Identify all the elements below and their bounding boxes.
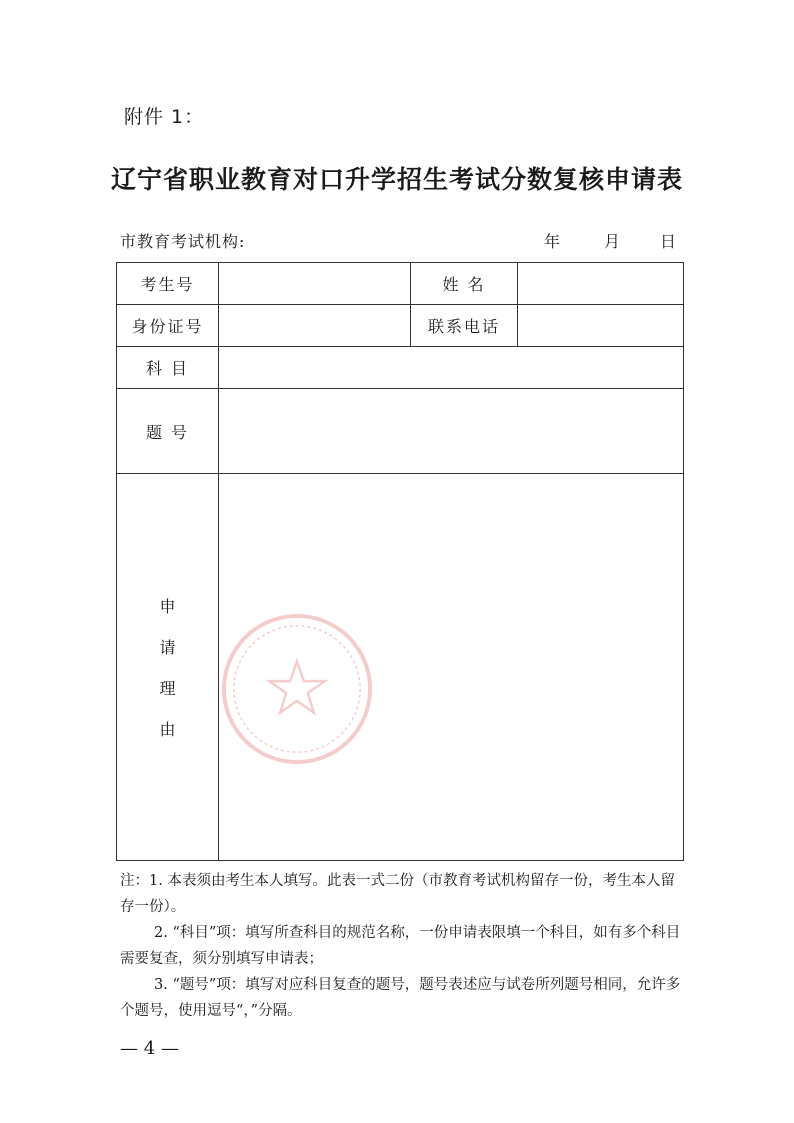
date-year: 年 — [544, 232, 561, 251]
date-day: 日 — [660, 232, 677, 251]
reason-char: 申 — [159, 597, 176, 616]
reason-label — [117, 474, 219, 861]
notes-section — [120, 868, 688, 1024]
exam-no-field[interactable] — [219, 263, 411, 305]
name-label: 姓 名 — [411, 263, 518, 305]
application-form-table — [116, 262, 684, 861]
page-number: — 4 — — [120, 1038, 179, 1059]
phone-field[interactable] — [518, 305, 684, 347]
id-no-field[interactable] — [219, 305, 411, 347]
date-month: 月 — [604, 232, 621, 251]
subject-field[interactable] — [219, 347, 684, 389]
reason-field[interactable] — [219, 474, 684, 861]
note-3: 3. “题号”项：填写对应科目复查的题号，题号表述应与试卷所列题号相同，允许多个题号，使用逗号“，”分隔。 — [120, 977, 681, 1019]
question-no-label: 题 号 — [117, 389, 219, 474]
phone-label: 联系电话 — [411, 305, 518, 347]
reason-char: 由 — [159, 720, 176, 739]
note-2: 2. “科目”项：填写所查科目的规范名称，一份申请表限填一个科目，如有多个科目需要复查，须分别填写申请表； — [120, 925, 681, 967]
id-no-label: 身份证号 — [117, 305, 219, 347]
name-field[interactable] — [518, 263, 684, 305]
reason-char: 理 — [159, 679, 176, 698]
exam-no-label: 考生号 — [117, 263, 219, 305]
question-no-field[interactable] — [219, 389, 684, 474]
agency-label: 市教育考试机构: — [120, 232, 246, 251]
subject-label: 科 目 — [117, 347, 219, 389]
reason-char: 请 — [159, 638, 176, 657]
note-1: 注：1. 本表须由考生本人填写。此表一式二份（市教育考试机构留存一份，考生本人留存一份）。 — [120, 873, 675, 915]
annex-label: 附件 1： — [124, 106, 205, 128]
form-title: 辽宁省职业教育对口升学招生考试分数复核申请表 — [110, 165, 683, 194]
